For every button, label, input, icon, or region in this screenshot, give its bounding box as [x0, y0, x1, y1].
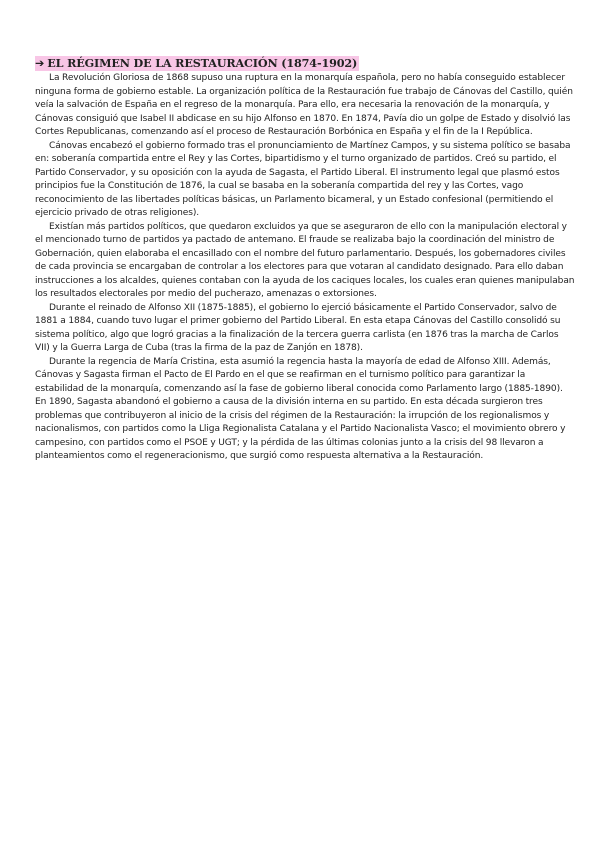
document-page	[35, 52, 575, 464]
paragraph-regency: Durante la regencia de María Cristina, esta asumió la regencia hasta la mayoría de edad de Alfonso XIII. Además, Cánovas y Sagasta firman el Pacto de El Pardo en el que se reafirman en el turnismo político para garantizar la estabilidad de la monarquía, comenzando así la fase de gobierno liberal conocida como Parlamento largo (1885-1890). En 1890, Sagasta abandonó el gobierno a causa de la división interna en su partido. En esta década surgieron tres problemas que contribuyeron al inicio de la crisis del régimen de la Restauración: la irrupción de los regionalismos y nacionalismos, con partidos como la Lliga Regionalista Catalana y el Partido Nacionalista Vasco; el movimiento obrero y campesino, con partidos como el PSOE y UGT; y la pérdida de las últimas colonias junto a la crisis del 98 llevaron a planteamientos como el regeneracionismo, que surgió como respuesta alternativa a la Restauración.	[35, 356, 566, 461]
arrow-icon: ➔	[35, 57, 45, 70]
paragraph-electoral-fraud: Existían más partidos políticos, que quedaron excluidos ya que se aseguraron de ello con la manipulación electoral y el mencionado turno de partidos ya pactado de antemano. El fraude se realizaba bajo la coordinación del ministro de Gobernación, quien elaboraba el encasillado con el nombre del futuro parlamentario. Después, los gobernadores civiles de cada provincia se encargaban de controlar a los electores para que votaran al candidato designado. Para ello daban instrucciones a los alcaldes, quienes contaban con la ayuda de los caciques locales, los cuales eran quienes manipulaban los resultados electorales por medio del pucherazo, amenazas o extorsiones.	[35, 221, 575, 299]
section-title: EL RÉGIMEN DE LA RESTAURACIÓN (1874-1902)	[47, 56, 358, 70]
paragraph-alfonso-xii: Durante el reinado de Alfonso XII (1875-1885), el gobierno lo ejerció básicamente el Partido Conservador, salvo de 1881 a 1884, cuando tuvo lugar el primer gobierno del Partido Liberal. En esta etapa Cánovas del Castillo consolidó su sistema político, algo que logró gracias a la finalización de la tercera guerra carlista (en 1876 tras la marcha de Carlos VII) y la Guerra Larga de Cuba (tras la firma de la paz de Zanjón en 1878).	[35, 302, 561, 353]
section-heading	[35, 56, 359, 71]
paragraph-intro: La Revolución Gloriosa de 1868 supuso una ruptura en la monarquía española, pero no había conseguido establecer ninguna forma de gobierno estable. La organización política de la Restauración fue trabajo de Cánovas del Castillo, quién veía la salvación de España en el regreso de la monarquía. Para ello, era necesaria la renovación de la monarquía, y Cánovas consiguió que Isabel II abdicase en su hijo Alfonso en 1870. En 1874, Pavía dio un golpe de Estado y disolvió las Cortes Republicanas, comenzando así el proceso de Restauración Borbónica en España y el fin de la I República.	[35, 73, 573, 137]
paragraph-canovas-system: Cánovas encabezó el gobierno formado tras el pronunciamiento de Martínez Campos, y su sistema político se basaba en: soberanía compartida entre el Rey y las Cortes, bipartidismo y el turno organizado de partidos. Creó su partido, el Partido Conservador, y su oposición con la ayuda de Sagasta, el Partido Liberal. El instrumento legal que plasmó estos principios fue la Constitución de 1876, la cual se basaba en la soberanía compartida del rey y las Cortes, vago reconocimiento de las libertades políticas básicas, un Parlamento bicameral, y un Estado confesional (permitiendo el ejercicio privado de otras religiones).	[35, 140, 571, 218]
